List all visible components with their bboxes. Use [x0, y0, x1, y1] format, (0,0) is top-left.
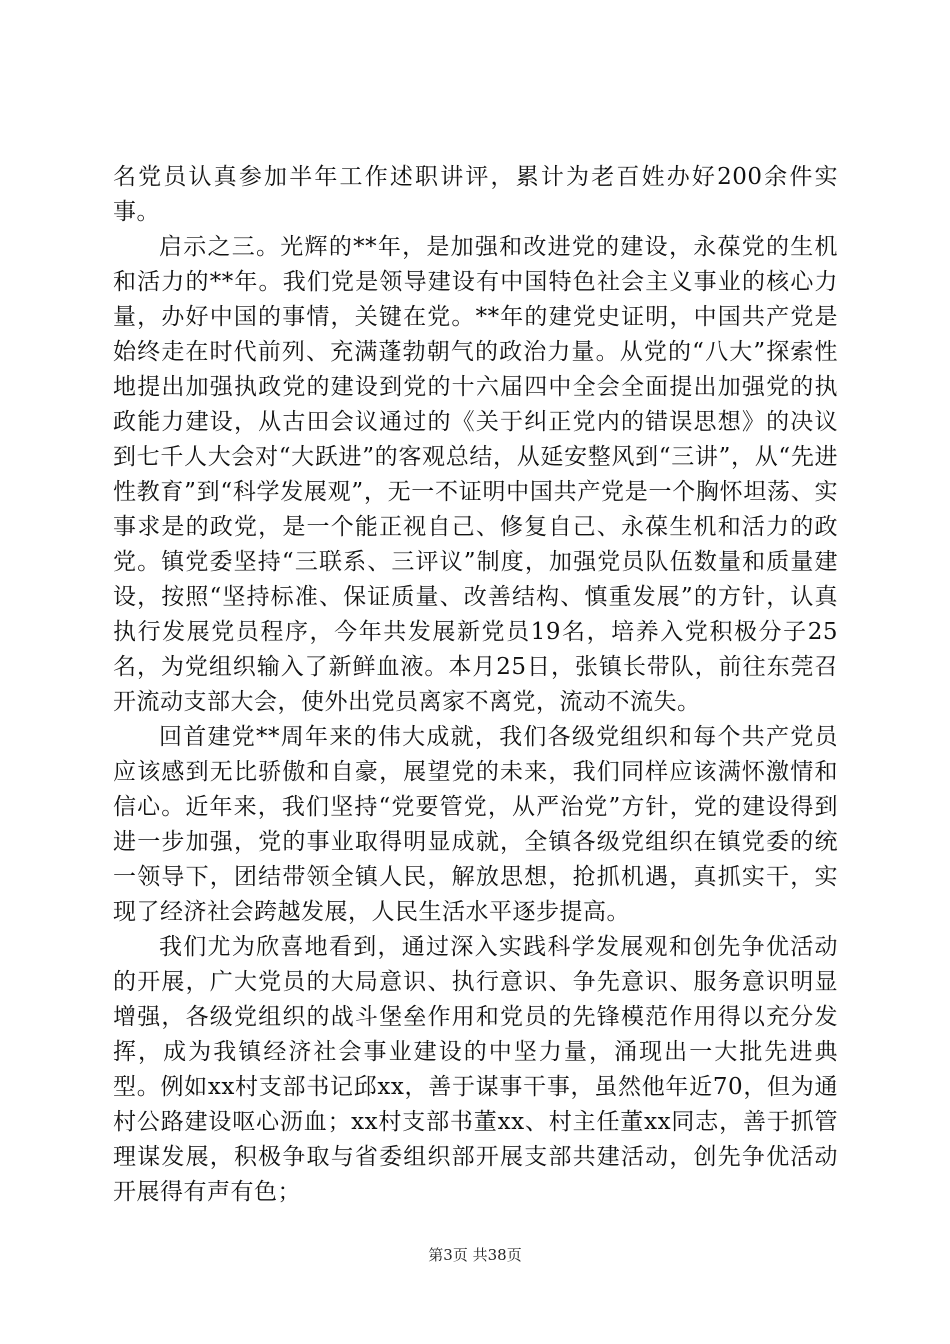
paragraph-2: 启示之三。光辉的**年，是加强和改进党的建设，永葆党的生机和活力的**年。我们党是领导建设有中国特色社会主义事业的核心力量，办好中国的事情，关键在党。**年的建党史证明，中国共产党是始终走在时代前列、充满蓬勃朝气的政治力量。从党的“八大”探索性地提出加强执政党的建设到党的十六届四中全会全面提出加强党的执政能力建设，从古田会议通过的《关于纠正党内的错误思想》的决议到七千人大会对“大跃进”的客观总结，从延安整风到“三讲”，从“先进性教育”到“科学发展观”，无一不证明中国共产党是一个胸怀坦荡、实事求是的政党，是一个能正视自己、修复自己、永葆生机和活力的政党。镇党委坚持“三联系、三评议”制度，加强党员队伍数量和质量建设，按照“坚持标准、保证质量、改善结构、慎重发展”的方针，认真执行发展党员程序，今年共发展新党员19名，培养入党积极分子25名，为党组织输入了新鲜血液。本月25日，张镇长带队，前往东莞召开流动支部大会，使外出党员离家不离党，流动不流失。 [113, 234, 838, 715]
paragraph-1: 名党员认真参加半年工作述职讲评，累计为老百姓办好200余件实事。 [113, 164, 838, 225]
document-body [113, 160, 838, 1210]
paragraph-4: 我们尤为欣喜地看到，通过深入实践科学发展观和创先争优活动的开展，广大党员的大局意识、执行意识、争先意识、服务意识明显增强，各级党组织的战斗堡垒作用和党员的先锋模范作用得以充分发挥，成为我镇经济社会事业建设的中坚力量，涌现出一大批先进典型。例如xx村支部书记邱xx，善于谋事干事，虽然他年近70，但为通村公路建设呕心沥血；xx村支部书董xx、村主任董xx同志，善于抓管理谋发展，积极争取与省委组织部开展支部共建活动，创先争优活动开展得有声有色； [113, 934, 838, 1205]
paragraph-3: 回首建党**周年来的伟大成就，我们各级党组织和每个共产党员应该感到无比骄傲和自豪，展望党的未来，我们同样应该满怀激情和信心。近年来，我们坚持“党要管党，从严治党”方针，党的建设得到进一步加强，党的事业取得明显成就，全镇各级党组织在镇党委的统一领导下，团结带领全镇人民，解放思想，抢抓机遇，真抓实干，实现了经济社会跨越发展，人民生活水平逐步提高。 [113, 724, 838, 925]
page-footer: 第3页 共38页 [428, 1246, 522, 1264]
